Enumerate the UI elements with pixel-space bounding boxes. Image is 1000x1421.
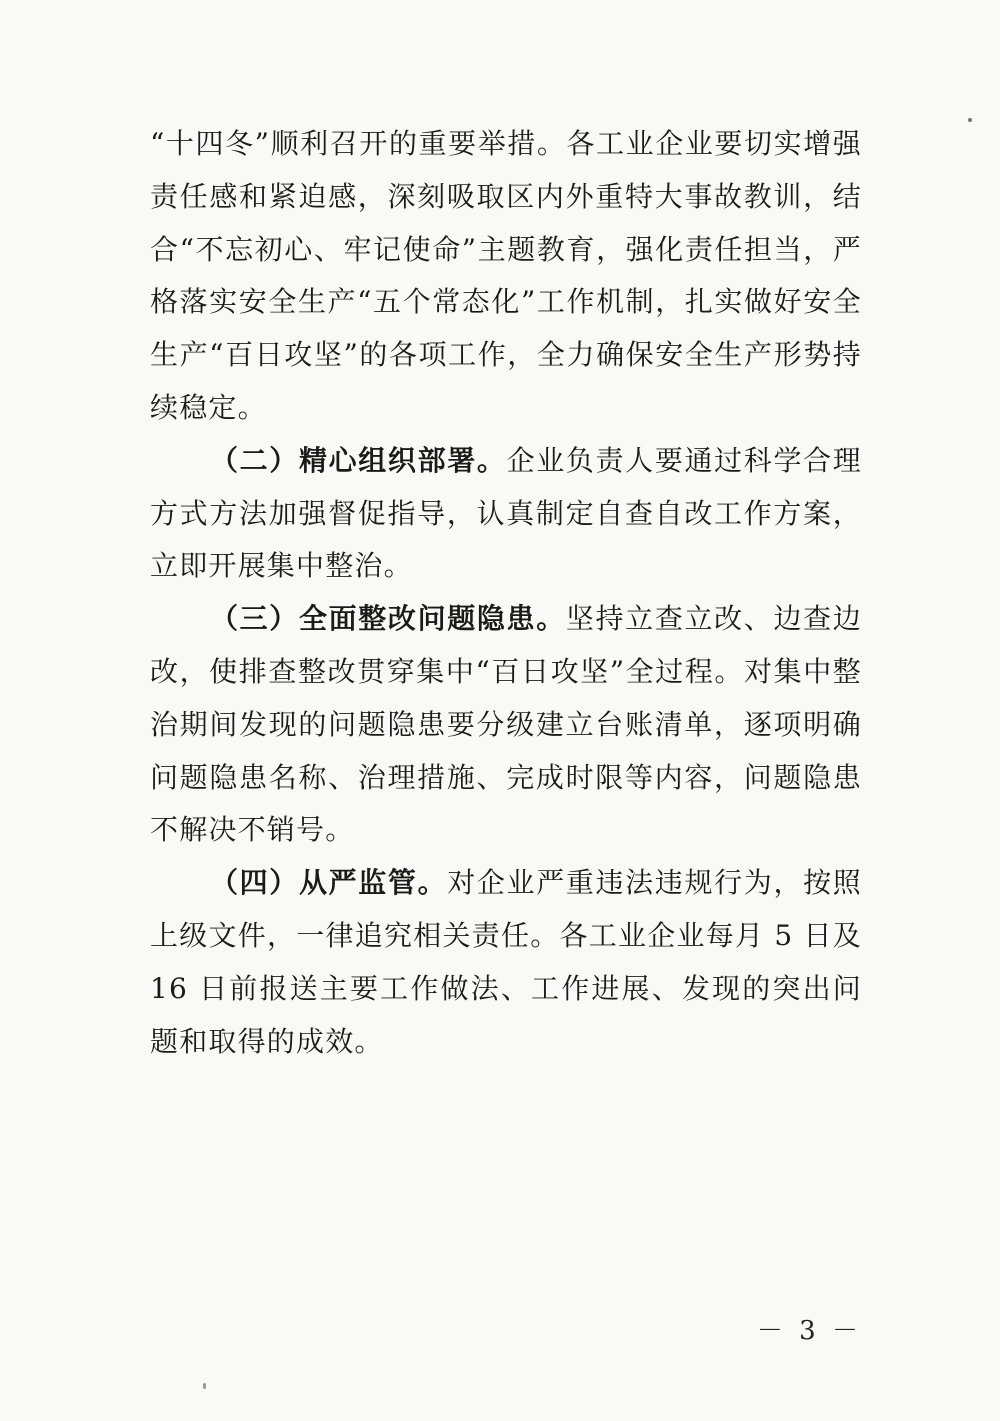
- paragraph-organize-deployment: [150, 435, 862, 593]
- paragraph-text: 企业负责人要通过科学合理方式方法加强督促指导，认真制定自查自改工作方案，立即开展集中整治。: [150, 443, 862, 583]
- document-body: [150, 118, 862, 1068]
- scan-speck: [968, 118, 972, 122]
- paragraph-strict-supervision: [150, 857, 862, 1068]
- paragraph-text: 坚持立查立改、边查边改，使排查整改贯穿集中“百日攻坚”全过程。对集中整治期间发现的问题隐患要分级建立台账清单，逐项明确问题隐患名称、治理措施、完成时限等内容，问题隐患不解决不销号。: [150, 602, 862, 847]
- paragraph-text: 对企业严重违法违规行为，按照上级文件，一律追究相关责任。各工业企业每月 5 日及 16 日前报送主要工作做法、工作进展、发现的突出问题和取得的成效。: [150, 866, 862, 1058]
- section-heading: （二）精心组织部署。: [210, 443, 507, 477]
- scan-speck: [203, 1383, 206, 1389]
- section-heading: （三）全面整改问题隐患。: [210, 602, 566, 636]
- paragraph-text: “十四冬”顺利召开的重要举措。各工业企业要切实增强责任感和紧迫感，深刻吸取区内外重特大事故教训，结合“不忘初心、牢记使命”主题教育，强化责任担当，严格落实安全生产“五个常态化”工作机制，扎实做好安全生产“百日攻坚”的各项工作，全力确保安全生产形势持续稳定。: [150, 127, 862, 424]
- paragraph-continuation: [150, 118, 862, 435]
- section-heading: （四）从严监管。: [210, 866, 448, 900]
- paragraph-rectify-hazards: [150, 593, 862, 857]
- page-number: － 3 －: [756, 1316, 862, 1346]
